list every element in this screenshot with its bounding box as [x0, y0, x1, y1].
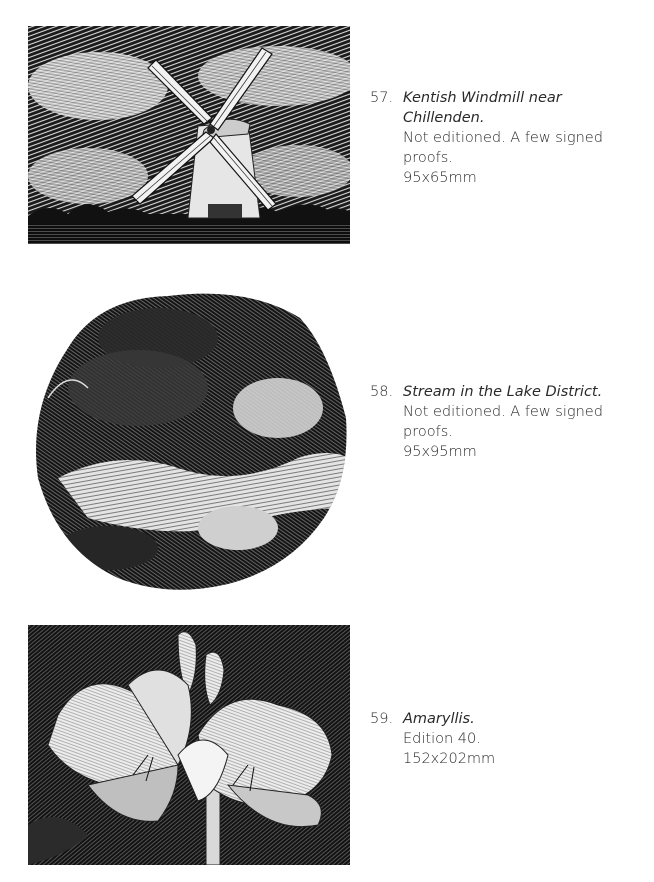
print-size: 95x95mm: [403, 444, 477, 460]
print-edition: Not editioned. A few signed: [403, 404, 603, 420]
stream-engraving: [28, 278, 350, 598]
print-number: 57.: [370, 90, 394, 106]
print-caption-59: [370, 709, 640, 769]
print-edition: Edition 40.: [403, 731, 481, 747]
windmill-engraving: [28, 26, 350, 244]
print-edition-continued: proofs.: [403, 424, 453, 440]
amaryllis-engraving: [28, 625, 350, 865]
print-title: Stream in the Lake District.: [403, 384, 603, 400]
print-caption-57: [370, 88, 640, 188]
print-number: 58.: [370, 384, 394, 400]
print-caption-58: [370, 382, 640, 462]
print-number: 59.: [370, 711, 394, 727]
print-edition: Not editioned. A few signed: [403, 130, 603, 146]
print-title: Kentish Windmill near Chillenden.: [403, 90, 562, 126]
print-size: 152x202mm: [403, 751, 496, 767]
print-size: 95x65mm: [403, 170, 477, 186]
print-edition-continued: proofs.: [403, 150, 453, 166]
print-title: Amaryllis.: [403, 711, 475, 727]
